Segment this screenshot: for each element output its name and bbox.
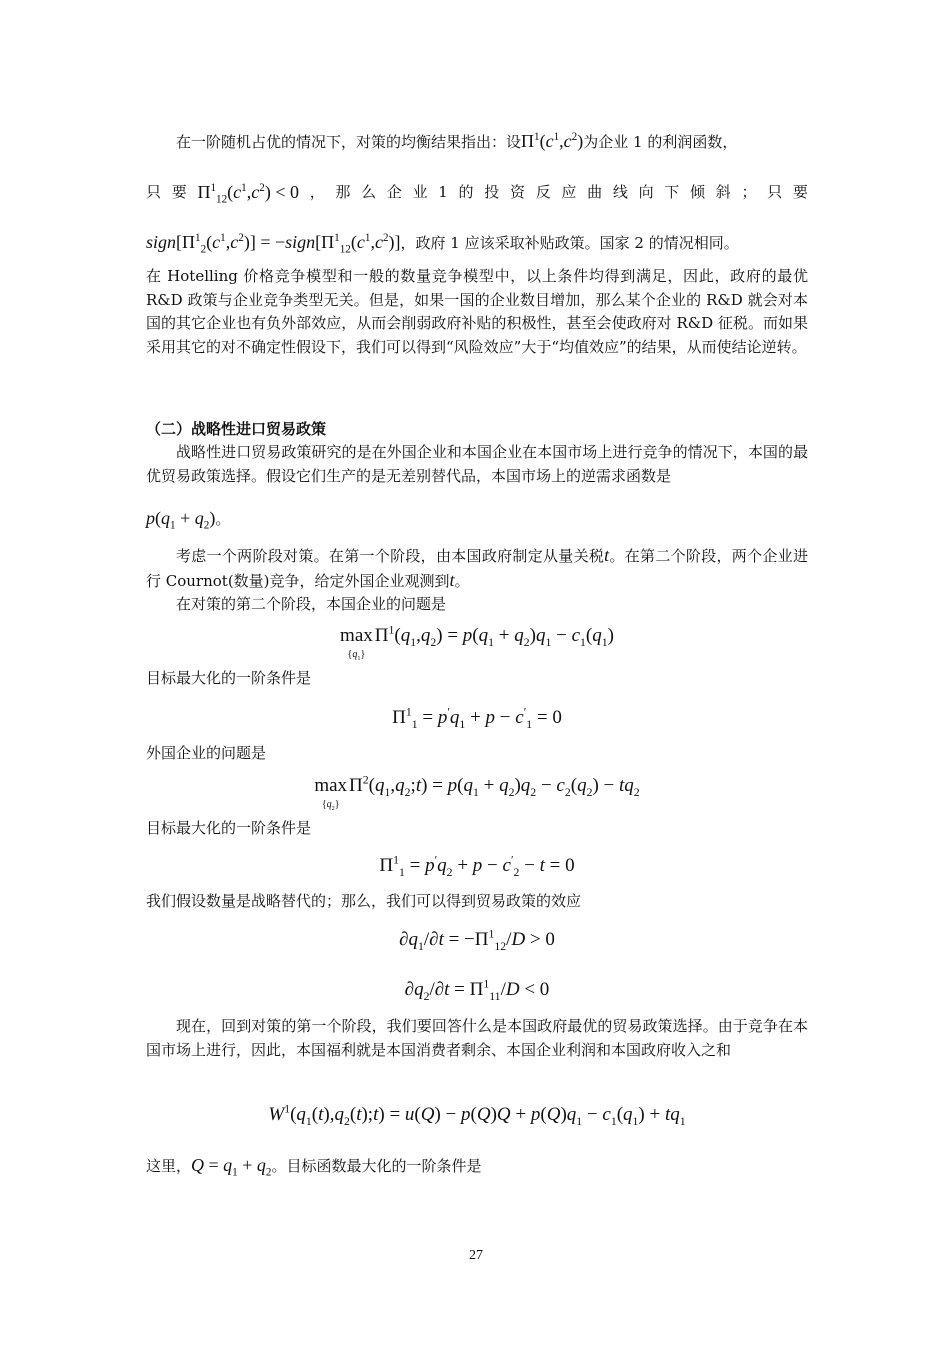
section-heading: （二）战略性进口贸易政策 bbox=[146, 420, 327, 438]
paragraph-3 bbox=[146, 230, 808, 255]
label-foc-1: 目标最大化的一阶条件是 bbox=[146, 669, 312, 687]
p6-b: 。在第二个阶段，两个企业进行 Cournot(数量)竞争，给定外国企业观测到 bbox=[146, 547, 808, 590]
label-strategic-substitutes: 我们假设数量是战略替代的；那么，我们可以得到贸易政策的效应 bbox=[146, 892, 582, 910]
p6-a: 考虑一个两阶段对策。在第一个阶段，由本国政府制定从量关税 bbox=[176, 547, 605, 565]
p2-char: 资 bbox=[509, 183, 525, 201]
p2-char: 投 bbox=[484, 183, 500, 201]
p3-tail: ，政府 1 应该采取补贴政策。国家 2 的情况相同。 bbox=[400, 234, 739, 252]
paragraph-7: 在对策的第二个阶段，本国企业的问题是 bbox=[176, 595, 447, 613]
p5-equation: $p(q_1 + q_2)$ bbox=[146, 508, 216, 532]
paragraph-9 bbox=[146, 1153, 808, 1178]
p2-char: 企 bbox=[386, 183, 402, 201]
p9-b: 。目标函数最大化的一阶条件是 bbox=[271, 1157, 482, 1175]
equation-7: $W^1(q_1(t),q_2(t);t) = u(Q) - p(Q)Q + p(Q)q_1 - c_1(q_1) + tq_1$ bbox=[268, 1102, 686, 1128]
p9-a: 这里， bbox=[146, 1157, 192, 1175]
paragraph-8: 现在，回到对策的第一个阶段，我们要回答什么是本国政府最优的贸易政策选择。由于竞争在本国市场上进行，因此，本国福利就是本国消费者剩余、本国企业利润和本国政府收入之和 bbox=[146, 1017, 808, 1059]
p2-char: 反 bbox=[535, 183, 551, 201]
p2-char: 线 bbox=[612, 183, 628, 201]
paragraph-4: 在 Hotelling 价格竞争模型和一般的数量竞争模型中，以上条件均得到满足，因此，政府的最优 R&D 政策与企业竞争类型无关。但是，如果一国的企业数目增加，那么某个企业的 R&D 就会对本国的其它企业也有负外部效应，从而会削弱政府补贴的积极性，甚至会使政府对 R&D 征税。而如果采用其它的对不确定性假设下，我们可以得到“风险效应”大于“均值效应”的结果，从而使结论逆转。 bbox=[146, 267, 808, 356]
p2-equation: $\Pi^1_{12}(c^1,c^2) < 0$ bbox=[197, 182, 299, 206]
p9-equation: $Q = q_1 + q_2$ bbox=[191, 1155, 272, 1179]
page-number: 27 bbox=[469, 1248, 483, 1263]
p2-char: 的 bbox=[458, 183, 474, 201]
paragraph-2 bbox=[146, 180, 808, 204]
p6-t2: t bbox=[449, 569, 455, 590]
p2-char: 只 bbox=[146, 183, 162, 201]
paragraph-6 bbox=[146, 544, 808, 593]
equation-4: $\Pi^1_1 = p'q_2 + p - c'_2 - t = 0$ bbox=[379, 853, 575, 879]
p2-char: 要 bbox=[792, 183, 808, 201]
p2-char: 1 bbox=[438, 183, 448, 201]
p6-c: 。 bbox=[454, 571, 470, 590]
label-foreign-problem: 外国企业的问题是 bbox=[146, 744, 267, 762]
paragraph-5-eq bbox=[146, 506, 808, 531]
p2-char: 斜 bbox=[715, 183, 731, 201]
equation-5: $\partial q_1/\partial t = -\Pi^1_{12}/D > 0$ bbox=[399, 927, 555, 953]
p5-tail: 。 bbox=[215, 510, 231, 528]
p1-tail: 为企业 1 的利润函数， bbox=[583, 133, 738, 151]
p2-char: 曲 bbox=[587, 183, 603, 201]
p1-equation: $\Pi^1(c^1,c^2)$ bbox=[521, 131, 584, 151]
p2-char: 倾 bbox=[690, 183, 706, 201]
p1-text: 在一阶随机占优的情况下，对策的均衡结果指出：设 bbox=[176, 133, 522, 151]
equation-1: max $\{q_1\}$ $\Pi^1(q_1,q_2) = p(q_1 + q_2)q_1 - c_1(q_1)$ bbox=[340, 623, 614, 662]
p2-char: 要 bbox=[171, 183, 187, 201]
p2-char: ， bbox=[309, 183, 325, 201]
p2-char: 只 bbox=[767, 183, 783, 201]
paragraph-1 bbox=[146, 129, 808, 154]
equation-3: max $\{q_2\}$ $\Pi^2(q_1,q_2;t) = p(q_1 + q_2)q_2 - c_2(q_2) - tq_2$ bbox=[314, 773, 640, 812]
p2-char: 业 bbox=[412, 183, 428, 201]
equation-2: $\Pi^1_1 = p'q_1 + p - c'_1 = 0$ bbox=[392, 705, 562, 731]
p2-char: 应 bbox=[561, 183, 577, 201]
p2-char: 向 bbox=[638, 183, 654, 201]
label-foc-2: 目标最大化的一阶条件是 bbox=[146, 819, 312, 837]
p2-char: 那 bbox=[335, 183, 351, 201]
p3-equation: $sign[\Pi^1_2(c^1,c^2)]$ = $-sign[\Pi^1_{12}(c^1,c^2)]$ bbox=[146, 232, 401, 256]
paragraph-5: 战略性进口贸易政策研究的是在外国企业和本国企业在本国市场上进行竞争的情况下，本国的最优贸易政策选择。假设它们生产的是无差别替代品，本国市场上的逆需求函数是 bbox=[146, 443, 808, 485]
p6-t: t bbox=[604, 545, 610, 565]
equation-6: $\partial q_2/\partial t = \Pi^1_{11}/D < 0$ bbox=[404, 977, 550, 1003]
p2-char: 么 bbox=[361, 183, 377, 201]
p2-char: 下 bbox=[664, 183, 680, 201]
p2-char: ； bbox=[741, 183, 757, 201]
